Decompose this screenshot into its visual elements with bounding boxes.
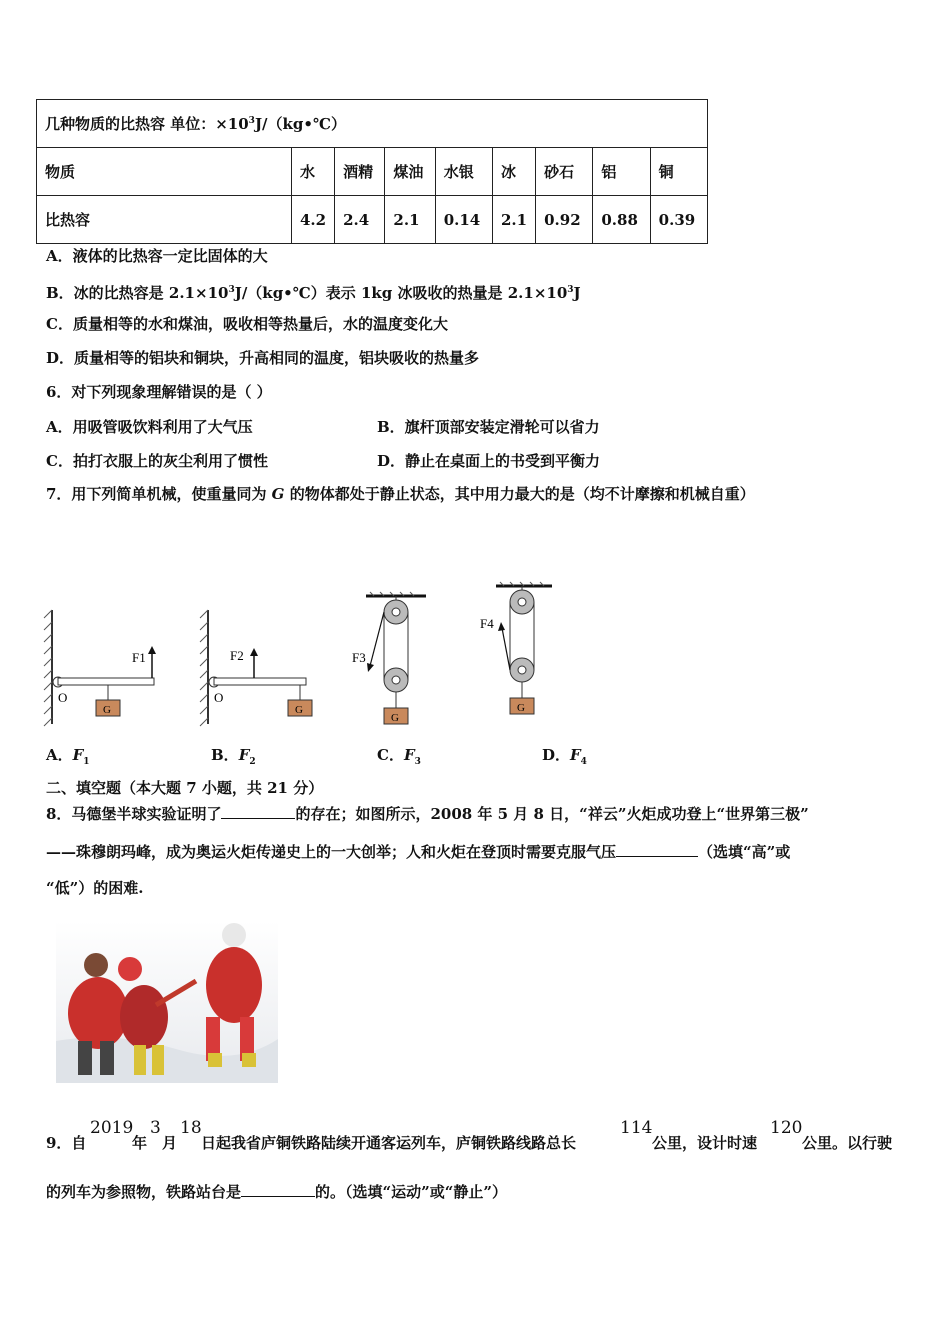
weight-label: G (391, 712, 399, 724)
q5-option-b: B．冰的比热容是 $2.1\times 10^3J/(kg•℃)$表示 1kg 冰吸收的热量是 $2.1\times 10^3J$ (46, 284, 581, 302)
table-cell: 0.88 (593, 196, 650, 244)
answer-blank[interactable] (221, 804, 295, 819)
table-row-label: 比热容 (37, 196, 292, 244)
table-cell: 4.2 (292, 196, 335, 244)
q7-stem: 7．用下列简单机械，使重量同为 G 的物体都处于静止状态，其中用力最大的是（均不计摩擦和机械自重） (46, 485, 755, 503)
q9-line-2: 的列车为参照物，铁路站台是 的。（选填“运动”或“静止”） (46, 1183, 508, 1201)
weight-label: G (295, 704, 303, 716)
simple-machines-figure (40, 578, 580, 730)
table-cell: 酒精 (335, 148, 385, 196)
table-cell: 2.1 (492, 196, 535, 244)
q8-line-1: 8．马德堡半球实验证明了 的存在；如图所示，2008 年 5 月 8 日，“祥云”火炬成功登上“世界第三极” (46, 805, 809, 823)
table-cell: 2.1 (385, 196, 435, 244)
pulley-diagram-4 (480, 582, 552, 714)
table-cell: 铜 (650, 148, 707, 196)
pivot-label: O (214, 690, 224, 705)
q7-option-c: C．$F_3$ (377, 746, 421, 767)
q6-option-c: C．拍打衣服上的灰尘利用了惯性 (46, 452, 268, 470)
q8-line-3: “低”）的困难. (46, 879, 144, 897)
force-label-f3: F3 (352, 650, 366, 665)
q6-stem: 6．对下列现象理解错误的是（ ） (46, 383, 272, 401)
q6-option-b: B．旗杆顶部安装定滑轮可以省力 (377, 418, 600, 436)
table-cell: 水银 (435, 148, 492, 196)
pivot-label: O (58, 690, 68, 705)
table-header-label: 物质 (37, 148, 292, 196)
table-cell: 铝 (593, 148, 650, 196)
q7-option-b: B．$F_2$ (211, 746, 256, 767)
table-title: 几种物质的比热容 单位：$\times 10^3J/(kg•℃)$ (37, 100, 708, 148)
q7-option-a: A．$F_1$ (46, 746, 90, 767)
table-cell: 水 (292, 148, 335, 196)
table-cell: 冰 (492, 148, 535, 196)
q6-option-d: D．静止在桌面上的书受到平衡力 (377, 452, 601, 470)
q5-option-a: A．液体的比热容一定比固体的大 (46, 247, 268, 265)
weight-label: G (103, 704, 111, 716)
q9-line-1: 9．自 2019 年 3 月 18 日起我省庐铜铁路陆续开通客运列车，庐铜铁路线路总长 114 公里，设计时速 120 公里。以行驶 (46, 1118, 893, 1152)
q7-option-d: D．$F_4$ (542, 746, 587, 767)
q6-option-a: A．用吸管吸饮料利用了大气压 (46, 418, 253, 436)
table-cell: 2.4 (335, 196, 385, 244)
lever-diagram-2 (200, 610, 312, 726)
table-row (37, 148, 708, 196)
force-label-f1: F1 (132, 650, 146, 665)
table-row (37, 196, 708, 244)
table-cell: 0.92 (536, 196, 593, 244)
lever-diagram-1 (44, 610, 156, 726)
q8-line-2: ——珠穆朗玛峰，成为奥运火炬传递史上的一大创举；人和火炬在登顶时需要克服气压 （选填“高”或 (46, 843, 791, 861)
force-label-f4: F4 (480, 616, 494, 631)
answer-blank[interactable] (241, 1182, 315, 1197)
pulley-diagram-3 (352, 592, 426, 724)
specific-heat-table (36, 99, 708, 244)
q5-option-c: C．质量相等的水和煤油，吸收相等热量后，水的温度变化大 (46, 315, 448, 333)
table-cell: 砂石 (536, 148, 593, 196)
q5-option-d: D．质量相等的铝块和铜块，升高相同的温度，铝块吸收的热量多 (46, 349, 480, 367)
everest-torch-photo (56, 921, 278, 1083)
force-label-f2: F2 (230, 648, 244, 663)
table-cell: 0.14 (435, 196, 492, 244)
table-cell: 0.39 (650, 196, 707, 244)
table-cell: 煤油 (385, 148, 435, 196)
weight-label: G (517, 702, 525, 714)
section-heading: 二、填空题（本大题 7 小题，共 21 分） (46, 779, 324, 797)
answer-blank[interactable] (616, 842, 698, 857)
